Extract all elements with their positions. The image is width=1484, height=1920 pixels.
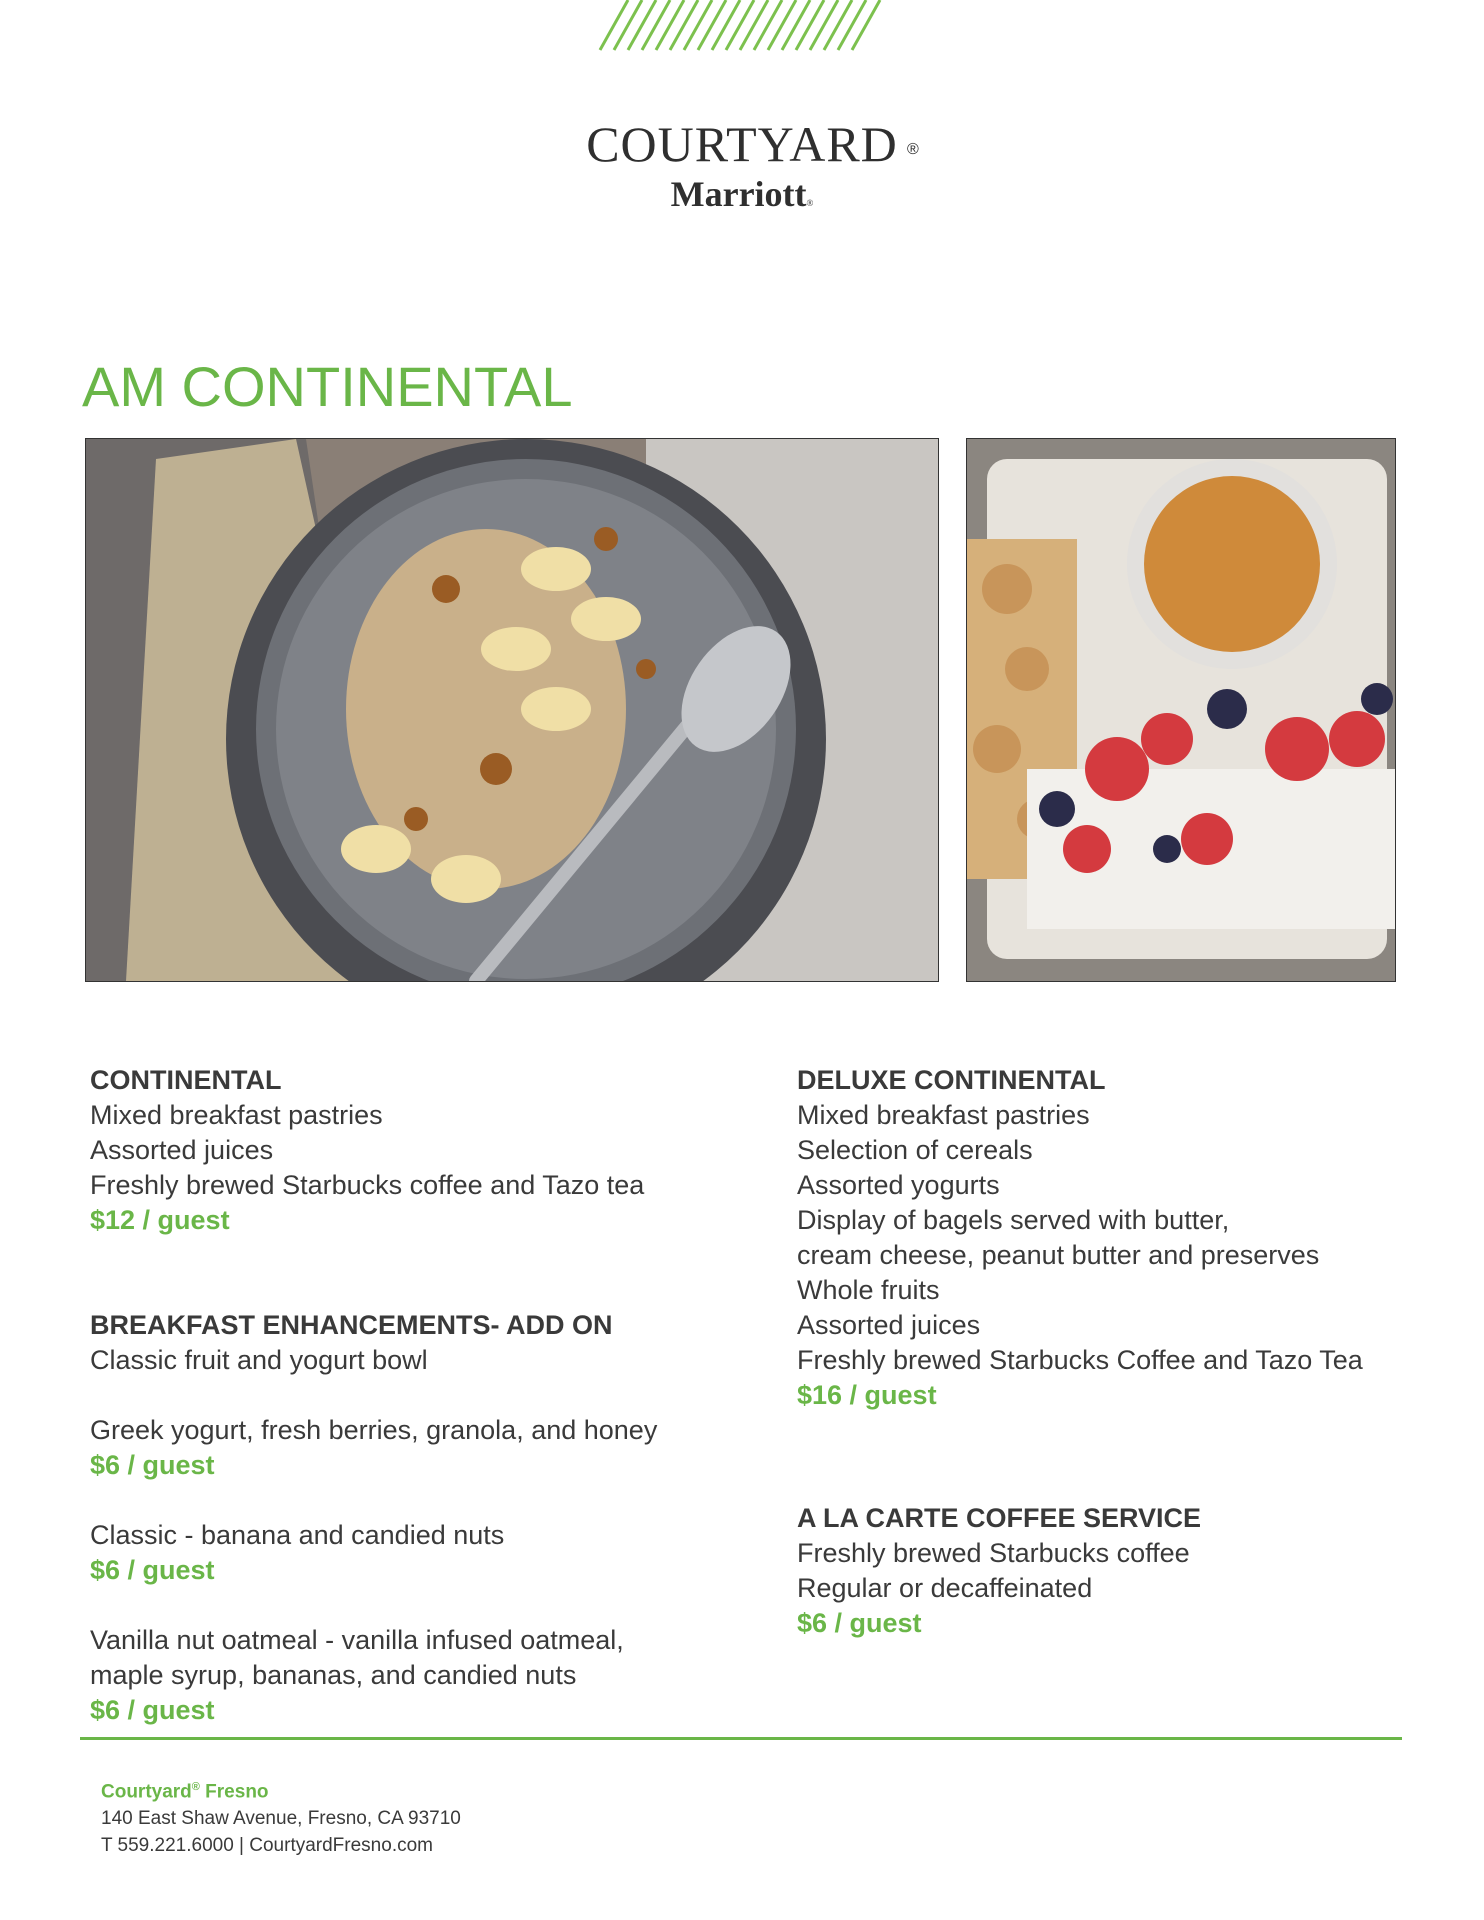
- menu-item: Freshly brewed Starbucks Coffee and Tazo Tea: [797, 1345, 1363, 1375]
- footer-hotel-name: [101, 1774, 461, 1805]
- footer-contact: T 559.221.6000 | CourtyardFresno.com: [101, 1835, 433, 1857]
- menu-item: Mixed breakfast pastries: [90, 1100, 383, 1130]
- menu-item: cream cheese, peanut butter and preserves: [797, 1240, 1320, 1270]
- deluxe-continental-section: [797, 1063, 1477, 1413]
- menu-item: Whole fruits: [797, 1275, 940, 1305]
- enhancements-heading: BREAKFAST ENHANCEMENTS- ADD ON: [90, 1310, 613, 1340]
- menu-item: Selection of cereals: [797, 1135, 1033, 1165]
- left-menu-column: [90, 1063, 790, 1728]
- menu-item: Mixed breakfast pastries: [797, 1100, 1090, 1130]
- menu-item: Freshly brewed Starbucks coffee: [797, 1538, 1190, 1568]
- continental-heading: CONTINENTAL: [90, 1065, 282, 1095]
- continental-section: [90, 1063, 790, 1238]
- footer-address: 140 East Shaw Avenue, Fresno, CA 93710: [101, 1808, 461, 1830]
- enhancements-section: [90, 1308, 790, 1728]
- enhancement-option: Vanilla nut oatmeal - vanilla infused oatmeal,: [90, 1625, 624, 1655]
- courtyard-marriott-logo: [0, 118, 1484, 223]
- enhancement-price: $6 / guest: [90, 1450, 215, 1480]
- enhancement-option: Greek yogurt, fresh berries, granola, and honey: [90, 1415, 658, 1445]
- oatmeal-bowl-photo: [85, 438, 939, 982]
- footer: [101, 1774, 461, 1859]
- menu-item: Freshly brewed Starbucks coffee and Tazo tea: [90, 1170, 645, 1200]
- enhancement-price: $6 / guest: [90, 1695, 215, 1725]
- green-hatch-decoration: [588, 0, 890, 52]
- menu-item: Display of bagels served with butter,: [797, 1205, 1230, 1235]
- deluxe-heading: DELUXE CONTINENTAL: [797, 1065, 1106, 1095]
- menu-item: Assorted juices: [90, 1135, 274, 1165]
- enhancements-subheading: Classic fruit and yogurt bowl: [90, 1345, 428, 1375]
- menu-item: Assorted juices: [797, 1310, 981, 1340]
- menu-item: Assorted yogurts: [797, 1170, 1000, 1200]
- coffee-price: $6 / guest: [797, 1608, 922, 1638]
- coffee-service-section: [797, 1501, 1477, 1641]
- enhancement-option: maple syrup, bananas, and candied nuts: [90, 1660, 577, 1690]
- footer-registered-mark: ®: [191, 1781, 200, 1793]
- logo-sub-mark: ®: [806, 198, 814, 208]
- footer-divider: [80, 1737, 1402, 1740]
- enhancement-price: $6 / guest: [90, 1555, 215, 1585]
- logo-brand: COURTYARD: [586, 116, 898, 172]
- deluxe-price: $16 / guest: [797, 1380, 937, 1410]
- continental-price: $12 / guest: [90, 1205, 230, 1235]
- menu-item: Regular or decaffeinated: [797, 1573, 1093, 1603]
- page-title: AM CONTINENTAL: [82, 355, 573, 418]
- logo-registered-mark: ®: [907, 141, 920, 158]
- coffee-heading: A LA CARTE COFFEE SERVICE: [797, 1503, 1202, 1533]
- logo-sub: Marriott: [670, 174, 807, 214]
- enhancement-option: Classic - banana and candied nuts: [90, 1520, 505, 1550]
- yogurt-parfait-photo: [966, 438, 1396, 982]
- right-menu-column: [797, 1063, 1477, 1641]
- footer-brand: Courtyard: [101, 1781, 192, 1803]
- footer-city: Fresno: [199, 1781, 269, 1803]
